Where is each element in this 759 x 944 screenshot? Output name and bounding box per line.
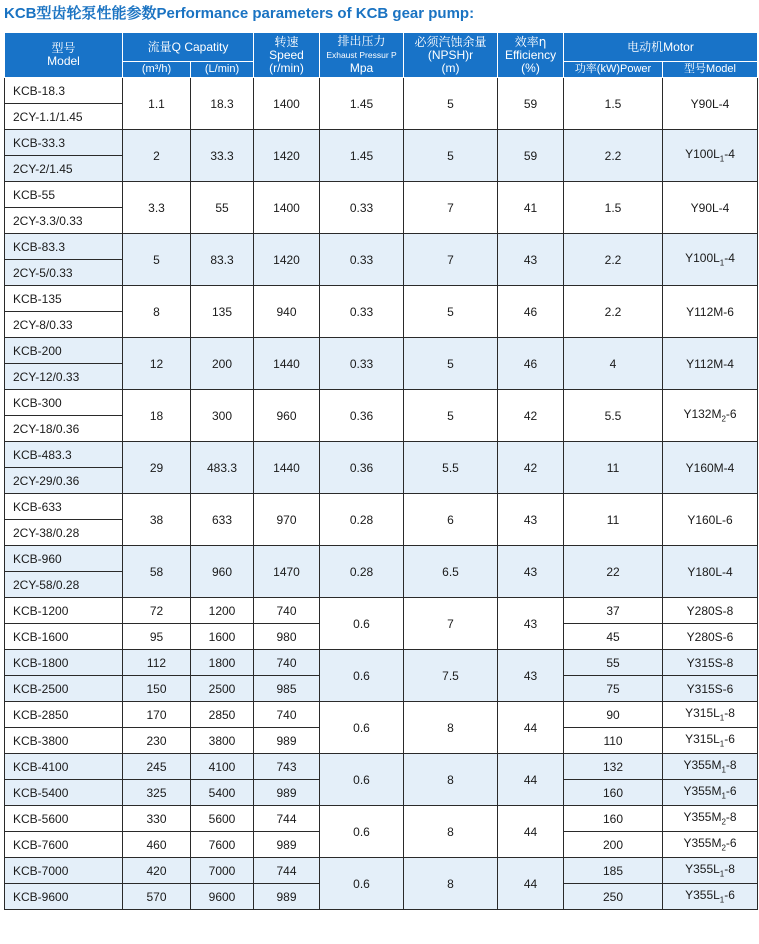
motor-model-cell: Y160M-4	[663, 442, 758, 494]
model-cell: 2CY-58/0.28	[5, 572, 123, 598]
header-motor: 电动机Motor	[564, 33, 758, 62]
model-cell: 2CY-29/0.36	[5, 468, 123, 494]
pressure-cell: 0.6	[320, 650, 404, 702]
npsh-cell: 5	[404, 78, 498, 130]
pressure-cell: 1.45	[320, 78, 404, 130]
pressure-cell: 0.6	[320, 858, 404, 910]
speed-cell: 989	[254, 780, 320, 806]
speed-cell: 980	[254, 624, 320, 650]
npsh-cell: 5	[404, 130, 498, 182]
flow-lmin-cell: 5400	[191, 780, 254, 806]
flow-m3h-cell: 95	[123, 624, 191, 650]
flow-lmin-cell: 3800	[191, 728, 254, 754]
pressure-cell: 0.33	[320, 234, 404, 286]
efficiency-cell: 44	[498, 806, 564, 858]
pressure-cell: 1.45	[320, 130, 404, 182]
header-speed: 转速 Speed (r/min)	[254, 33, 320, 78]
flow-m3h-cell: 1.1	[123, 78, 191, 130]
npsh-cell: 5	[404, 390, 498, 442]
table-row	[5, 598, 758, 624]
model-cell: KCB-2850	[5, 702, 123, 728]
model-cell: KCB-3800	[5, 728, 123, 754]
performance-table	[4, 32, 758, 910]
table-row	[5, 390, 758, 416]
motor-power-cell: 11	[564, 494, 663, 546]
motor-power-cell: 200	[564, 832, 663, 858]
flow-m3h-cell: 5	[123, 234, 191, 286]
table-row	[5, 182, 758, 208]
motor-power-cell: 2.2	[564, 234, 663, 286]
motor-model-cell: Y280S-6	[663, 624, 758, 650]
speed-cell: 740	[254, 650, 320, 676]
flow-lmin-cell: 135	[191, 286, 254, 338]
npsh-cell: 6	[404, 494, 498, 546]
npsh-cell: 8	[404, 806, 498, 858]
efficiency-cell: 44	[498, 858, 564, 910]
npsh-cell: 7	[404, 598, 498, 650]
model-cell: 2CY-1.1/1.45	[5, 104, 123, 130]
pressure-cell: 0.28	[320, 494, 404, 546]
efficiency-cell: 46	[498, 286, 564, 338]
table-row	[5, 754, 758, 780]
table-row	[5, 130, 758, 156]
flow-lmin-cell: 960	[191, 546, 254, 598]
motor-model-cell: Y315S-8	[663, 650, 758, 676]
model-cell: KCB-300	[5, 390, 123, 416]
flow-lmin-cell: 33.3	[191, 130, 254, 182]
motor-model-cell: Y180L-4	[663, 546, 758, 598]
model-cell: KCB-2500	[5, 676, 123, 702]
table-row	[5, 338, 758, 364]
npsh-cell: 7.5	[404, 650, 498, 702]
motor-model-cell: $Y355L_1-6$	[663, 884, 758, 910]
flow-m3h-cell: 12	[123, 338, 191, 390]
flow-lmin-cell: 1800	[191, 650, 254, 676]
speed-cell: 743	[254, 754, 320, 780]
flow-m3h-cell: 150	[123, 676, 191, 702]
table-row	[5, 858, 758, 884]
speed-cell: 989	[254, 728, 320, 754]
efficiency-cell: 44	[498, 754, 564, 806]
model-cell: KCB-83.3	[5, 234, 123, 260]
speed-cell: 740	[254, 598, 320, 624]
table-body	[5, 78, 758, 910]
efficiency-cell: 42	[498, 390, 564, 442]
table-row	[5, 442, 758, 468]
flow-lmin-cell: 1200	[191, 598, 254, 624]
flow-lmin-cell: 483.3	[191, 442, 254, 494]
motor-model-cell: $Y315L_1-6$	[663, 728, 758, 754]
motor-power-cell: 2.2	[564, 130, 663, 182]
motor-power-cell: 250	[564, 884, 663, 910]
flow-lmin-cell: 7600	[191, 832, 254, 858]
header-flow: 流量Q Capatity	[123, 33, 254, 62]
pressure-cell: 0.28	[320, 546, 404, 598]
speed-cell: 1440	[254, 338, 320, 390]
speed-cell: 1470	[254, 546, 320, 598]
model-cell: KCB-960	[5, 546, 123, 572]
motor-model-cell: $Y315L_1-8$	[663, 702, 758, 728]
motor-power-cell: 2.2	[564, 286, 663, 338]
npsh-cell: 6.5	[404, 546, 498, 598]
flow-m3h-cell: 170	[123, 702, 191, 728]
header-npsh: 必须汽蚀余量 (NPSH)r (m)	[404, 33, 498, 78]
table-row	[5, 494, 758, 520]
speed-cell: 744	[254, 806, 320, 832]
model-cell: 2CY-18/0.36	[5, 416, 123, 442]
flow-lmin-cell: 9600	[191, 884, 254, 910]
flow-m3h-cell: 460	[123, 832, 191, 858]
pressure-cell: 0.6	[320, 754, 404, 806]
efficiency-cell: 43	[498, 546, 564, 598]
table-row	[5, 702, 758, 728]
header-efficiency: 效率η Efficiency (%)	[498, 33, 564, 78]
efficiency-cell: 42	[498, 442, 564, 494]
npsh-cell: 8	[404, 858, 498, 910]
efficiency-cell: 44	[498, 702, 564, 754]
model-cell: KCB-7600	[5, 832, 123, 858]
pressure-cell: 0.36	[320, 442, 404, 494]
motor-model-cell: Y315S-6	[663, 676, 758, 702]
pressure-cell: 0.33	[320, 182, 404, 234]
model-cell: KCB-5400	[5, 780, 123, 806]
speed-cell: 1440	[254, 442, 320, 494]
speed-cell: 985	[254, 676, 320, 702]
model-cell: KCB-7000	[5, 858, 123, 884]
motor-power-cell: 75	[564, 676, 663, 702]
flow-lmin-cell: 2500	[191, 676, 254, 702]
motor-model-cell: Y112M-6	[663, 286, 758, 338]
efficiency-cell: 43	[498, 234, 564, 286]
speed-cell: 989	[254, 884, 320, 910]
model-cell: KCB-1600	[5, 624, 123, 650]
model-cell: 2CY-12/0.33	[5, 364, 123, 390]
model-cell: KCB-18.3	[5, 78, 123, 104]
model-cell: 2CY-2/1.45	[5, 156, 123, 182]
table-row	[5, 234, 758, 260]
flow-m3h-cell: 245	[123, 754, 191, 780]
speed-cell: 970	[254, 494, 320, 546]
flow-m3h-cell: 3.3	[123, 182, 191, 234]
header-pressure: 排出压力 Exhaust Pressur P Mpa	[320, 33, 404, 78]
motor-model-cell: $Y355M_2-8$	[663, 806, 758, 832]
flow-m3h-cell: 38	[123, 494, 191, 546]
flow-m3h-cell: 570	[123, 884, 191, 910]
speed-cell: 744	[254, 858, 320, 884]
model-cell: KCB-4100	[5, 754, 123, 780]
table-row	[5, 546, 758, 572]
motor-model-cell: $Y355M_1-8$	[663, 754, 758, 780]
flow-lmin-cell: 633	[191, 494, 254, 546]
efficiency-cell: 46	[498, 338, 564, 390]
pressure-cell: 0.36	[320, 390, 404, 442]
motor-model-cell: Y90L-4	[663, 182, 758, 234]
npsh-cell: 5	[404, 338, 498, 390]
motor-power-cell: 4	[564, 338, 663, 390]
page-title: KCB型齿轮泵性能参数Performance parameters of KCB gear pump:	[4, 5, 475, 22]
motor-model-cell: Y90L-4	[663, 78, 758, 130]
flow-lmin-cell: 55	[191, 182, 254, 234]
npsh-cell: 5	[404, 286, 498, 338]
model-cell: KCB-1800	[5, 650, 123, 676]
motor-power-cell: 90	[564, 702, 663, 728]
efficiency-cell: 59	[498, 78, 564, 130]
motor-model-cell: $Y355L_1-8$	[663, 858, 758, 884]
motor-model-cell: $Y100L_1-4$	[663, 130, 758, 182]
flow-m3h-cell: 325	[123, 780, 191, 806]
motor-model-cell: Y160L-6	[663, 494, 758, 546]
table-header	[5, 33, 758, 78]
model-cell: KCB-5600	[5, 806, 123, 832]
motor-power-cell: 1.5	[564, 78, 663, 130]
motor-model-cell: Y280S-8	[663, 598, 758, 624]
motor-power-cell: 110	[564, 728, 663, 754]
pressure-cell: 0.33	[320, 338, 404, 390]
model-cell: KCB-9600	[5, 884, 123, 910]
table-row	[5, 78, 758, 104]
model-cell: 2CY-38/0.28	[5, 520, 123, 546]
motor-power-cell: 22	[564, 546, 663, 598]
efficiency-cell: 59	[498, 130, 564, 182]
flow-m3h-cell: 420	[123, 858, 191, 884]
speed-cell: 1400	[254, 182, 320, 234]
flow-lmin-cell: 300	[191, 390, 254, 442]
flow-lmin-cell: 2850	[191, 702, 254, 728]
flow-lmin-cell: 83.3	[191, 234, 254, 286]
npsh-cell: 7	[404, 182, 498, 234]
motor-power-cell: 1.5	[564, 182, 663, 234]
flow-m3h-cell: 230	[123, 728, 191, 754]
model-cell: 2CY-3.3/0.33	[5, 208, 123, 234]
flow-lmin-cell: 4100	[191, 754, 254, 780]
header-flow-lmin: (L/min)	[191, 62, 254, 78]
motor-power-cell: 160	[564, 780, 663, 806]
header-motor-model: 型号Model	[663, 62, 758, 78]
flow-m3h-cell: 72	[123, 598, 191, 624]
pressure-cell: 0.6	[320, 702, 404, 754]
table-row	[5, 806, 758, 832]
model-cell: KCB-483.3	[5, 442, 123, 468]
model-cell: KCB-55	[5, 182, 123, 208]
flow-lmin-cell: 200	[191, 338, 254, 390]
motor-model-cell: $Y355M_1-6$	[663, 780, 758, 806]
table-row	[5, 286, 758, 312]
pressure-cell: 0.6	[320, 598, 404, 650]
motor-model-cell: $Y132M_2-6$	[663, 390, 758, 442]
npsh-cell: 8	[404, 754, 498, 806]
motor-power-cell: 37	[564, 598, 663, 624]
motor-power-cell: 132	[564, 754, 663, 780]
speed-cell: 740	[254, 702, 320, 728]
flow-m3h-cell: 29	[123, 442, 191, 494]
model-cell: KCB-633	[5, 494, 123, 520]
flow-lmin-cell: 5600	[191, 806, 254, 832]
speed-cell: 940	[254, 286, 320, 338]
flow-m3h-cell: 18	[123, 390, 191, 442]
motor-power-cell: 185	[564, 858, 663, 884]
motor-model-cell: $Y355M_2-6$	[663, 832, 758, 858]
model-cell: KCB-33.3	[5, 130, 123, 156]
header-flow-m3h: (m³/h)	[123, 62, 191, 78]
model-cell: 2CY-5/0.33	[5, 260, 123, 286]
model-cell: KCB-135	[5, 286, 123, 312]
flow-m3h-cell: 112	[123, 650, 191, 676]
npsh-cell: 5.5	[404, 442, 498, 494]
flow-m3h-cell: 8	[123, 286, 191, 338]
motor-power-cell: 55	[564, 650, 663, 676]
model-cell: KCB-200	[5, 338, 123, 364]
motor-model-cell: Y112M-4	[663, 338, 758, 390]
flow-m3h-cell: 58	[123, 546, 191, 598]
speed-cell: 1420	[254, 130, 320, 182]
motor-power-cell: 45	[564, 624, 663, 650]
speed-cell: 960	[254, 390, 320, 442]
npsh-cell: 8	[404, 702, 498, 754]
pressure-cell: 0.6	[320, 806, 404, 858]
efficiency-cell: 43	[498, 494, 564, 546]
header-model: 型号 Model	[5, 33, 123, 78]
model-cell: KCB-1200	[5, 598, 123, 624]
efficiency-cell: 41	[498, 182, 564, 234]
flow-lmin-cell: 18.3	[191, 78, 254, 130]
flow-lmin-cell: 7000	[191, 858, 254, 884]
efficiency-cell: 43	[498, 650, 564, 702]
npsh-cell: 7	[404, 234, 498, 286]
speed-cell: 1400	[254, 78, 320, 130]
speed-cell: 989	[254, 832, 320, 858]
pressure-cell: 0.33	[320, 286, 404, 338]
efficiency-cell: 43	[498, 598, 564, 650]
motor-power-cell: 11	[564, 442, 663, 494]
flow-m3h-cell: 2	[123, 130, 191, 182]
motor-power-cell: 160	[564, 806, 663, 832]
flow-lmin-cell: 1600	[191, 624, 254, 650]
motor-model-cell: $Y100L_1-4$	[663, 234, 758, 286]
model-cell: 2CY-8/0.33	[5, 312, 123, 338]
table-row	[5, 650, 758, 676]
header-motor-power: 功率(kW)Power	[564, 62, 663, 78]
speed-cell: 1420	[254, 234, 320, 286]
motor-power-cell: 5.5	[564, 390, 663, 442]
flow-m3h-cell: 330	[123, 806, 191, 832]
